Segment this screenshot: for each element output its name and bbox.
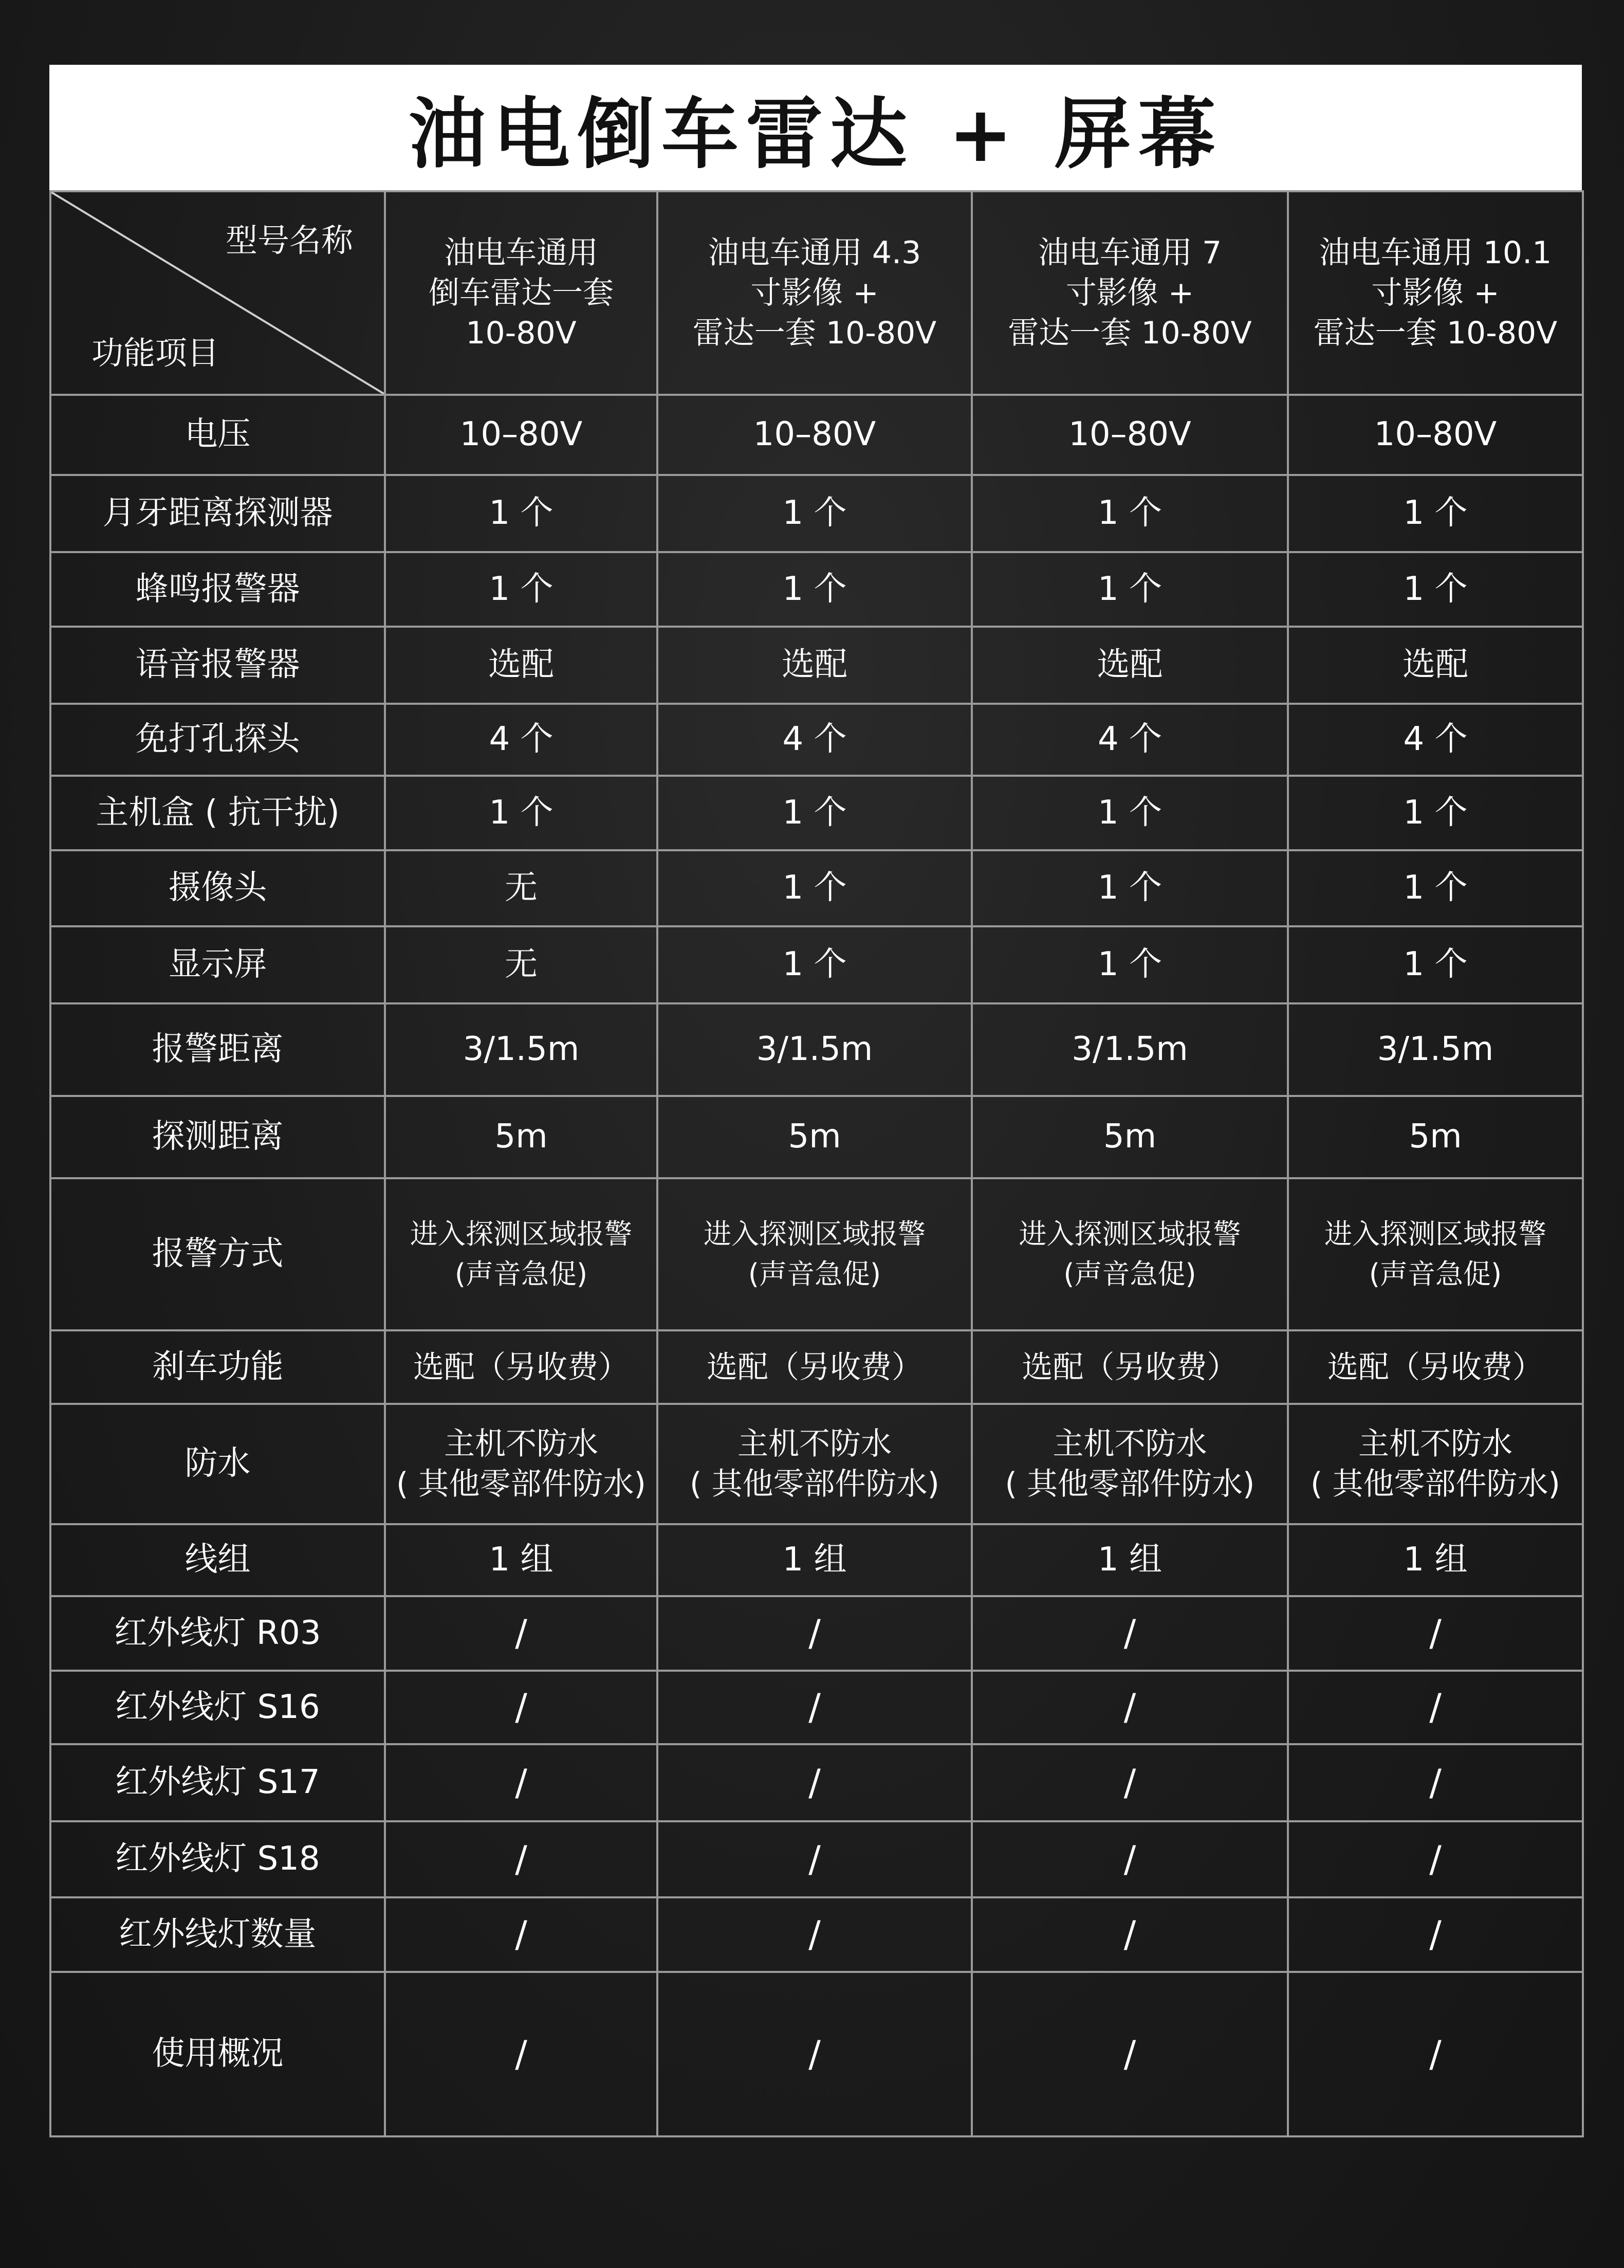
table-row-buzzer	[50, 552, 1583, 627]
table-cell: /	[385, 1671, 657, 1744]
row-label: 蜂鸣报警器	[50, 552, 385, 627]
table-cell: 3/1.5m	[1288, 1003, 1583, 1096]
table-cell: 1 个	[657, 926, 972, 1003]
table-row-crescent-detector	[50, 475, 1583, 552]
table-cell: 1 个	[972, 552, 1288, 627]
table-cell: /	[385, 1897, 657, 1972]
table-cell: 3/1.5m	[385, 1003, 657, 1096]
table-cell: 1 组	[1288, 1524, 1583, 1596]
table-cell: 1 个	[657, 475, 972, 552]
table-cell: 1 个	[972, 475, 1288, 552]
table-cell: /	[657, 1897, 972, 1972]
table-cell: 选配（另收费）	[1288, 1330, 1583, 1404]
table-cell: /	[1288, 1897, 1583, 1972]
table-cell: 1 组	[657, 1524, 972, 1596]
table-cell: 1 组	[385, 1524, 657, 1596]
table-cell: 4 个	[657, 704, 972, 776]
table-row-wire-set	[50, 1524, 1583, 1596]
table-cell: 1 个	[972, 926, 1288, 1003]
model-header-3: 油电车通用 7 寸影像 + 雷达一套 10-80V	[972, 191, 1288, 395]
table-cell: 1 个	[1288, 850, 1583, 926]
table-cell: 4 个	[385, 704, 657, 776]
table-cell: 1 个	[972, 776, 1288, 850]
table-cell: /	[1288, 1972, 1583, 2136]
table-cell: 1 个	[972, 850, 1288, 926]
table-row-brake	[50, 1330, 1583, 1404]
table-cell: 主机不防水 ( 其他零部件防水)	[385, 1404, 657, 1524]
row-label: 报警方式	[50, 1178, 385, 1330]
page-title	[49, 65, 1582, 190]
header-model-name-label: 型号名称	[225, 222, 353, 259]
header-row	[50, 191, 1583, 395]
table-row-detect-distance	[50, 1096, 1583, 1178]
table-cell: 选配	[1288, 627, 1583, 704]
table-cell: /	[1288, 1671, 1583, 1744]
row-label: 主机盒 ( 抗干扰)	[50, 776, 385, 850]
table-cell: 5m	[385, 1096, 657, 1178]
table-cell: 1 个	[1288, 926, 1583, 1003]
table-cell: 进入探测区域报警 (声音急促)	[1288, 1178, 1583, 1330]
model-header-2: 油电车通用 4.3 寸影像 + 雷达一套 10-80V	[657, 191, 972, 395]
table-cell: /	[385, 1972, 657, 2136]
table-row-probes	[50, 704, 1583, 776]
table-cell: /	[657, 1671, 972, 1744]
table-cell: 1 个	[1288, 475, 1583, 552]
table-row-alarm-mode	[50, 1178, 1583, 1330]
table-cell: 10–80V	[1288, 395, 1583, 475]
table-cell: /	[972, 1671, 1288, 1744]
table-row-waterproof	[50, 1404, 1583, 1524]
table-cell: 无	[385, 926, 657, 1003]
row-label: 电压	[50, 395, 385, 475]
row-label: 显示屏	[50, 926, 385, 1003]
table-cell: 5m	[1288, 1096, 1583, 1178]
row-label: 免打孔探头	[50, 704, 385, 776]
table-cell: 主机不防水 ( 其他零部件防水)	[1288, 1404, 1583, 1524]
table-cell: /	[1288, 1821, 1583, 1897]
table-row-ir-r03	[50, 1596, 1583, 1671]
table-cell: /	[657, 1821, 972, 1897]
table-cell: 10–80V	[385, 395, 657, 475]
table-cell: /	[972, 1821, 1288, 1897]
table-cell: 3/1.5m	[657, 1003, 972, 1096]
table-cell: 选配（另收费）	[385, 1330, 657, 1404]
row-label: 语音报警器	[50, 627, 385, 704]
model-header-4: 油电车通用 10.1 寸影像 + 雷达一套 10-80V	[1288, 191, 1583, 395]
row-label: 红外线灯 R03	[50, 1596, 385, 1671]
row-label: 线组	[50, 1524, 385, 1596]
row-label: 红外线灯 S18	[50, 1821, 385, 1897]
table-cell: 选配	[972, 627, 1288, 704]
table-row-host-box	[50, 776, 1583, 850]
table-cell: 选配（另收费）	[972, 1330, 1288, 1404]
table-cell: /	[657, 1972, 972, 2136]
table-cell: 选配（另收费）	[657, 1330, 972, 1404]
table-row-display	[50, 926, 1583, 1003]
table-cell: /	[385, 1821, 657, 1897]
table-cell: 1 个	[657, 552, 972, 627]
table-cell: 5m	[972, 1096, 1288, 1178]
table-cell: 进入探测区域报警 (声音急促)	[385, 1178, 657, 1330]
table-cell: 主机不防水 ( 其他零部件防水)	[657, 1404, 972, 1524]
table-row-camera	[50, 850, 1583, 926]
table-row-voice-alarm	[50, 627, 1583, 704]
table-row-alarm-distance	[50, 1003, 1583, 1096]
header-feature-label: 功能项目	[91, 334, 219, 372]
table-cell: /	[1288, 1744, 1583, 1821]
row-label: 防水	[50, 1404, 385, 1524]
table-cell: 3/1.5m	[972, 1003, 1288, 1096]
table-cell: /	[657, 1596, 972, 1671]
table-cell: 进入探测区域报警 (声音急促)	[657, 1178, 972, 1330]
row-label: 红外线灯 S17	[50, 1744, 385, 1821]
table-cell: 1 个	[657, 850, 972, 926]
table-cell: 5m	[657, 1096, 972, 1178]
table-cell: 选配	[657, 627, 972, 704]
table-row-ir-s17	[50, 1744, 1583, 1821]
table-cell: 1 个	[1288, 552, 1583, 627]
table-cell: 1 组	[972, 1524, 1288, 1596]
table-cell: /	[385, 1744, 657, 1821]
table-cell: 4 个	[972, 704, 1288, 776]
row-label: 月牙距离探测器	[50, 475, 385, 552]
row-label: 红外线灯 S16	[50, 1671, 385, 1744]
table-cell: 4 个	[1288, 704, 1583, 776]
header-corner-cell	[50, 191, 385, 395]
table-cell: /	[972, 1972, 1288, 2136]
table-cell: 1 个	[657, 776, 972, 850]
table-cell: /	[385, 1596, 657, 1671]
row-label: 探测距离	[50, 1096, 385, 1178]
table-row-ir-s18	[50, 1821, 1583, 1897]
table-row-usage	[50, 1972, 1583, 2136]
model-header-1: 油电车通用 倒车雷达一套 10-80V	[385, 191, 657, 395]
table-row-voltage	[50, 395, 1583, 475]
table-cell: 进入探测区域报警 (声音急促)	[972, 1178, 1288, 1330]
table-cell: 1 个	[385, 552, 657, 627]
table-cell: 10–80V	[972, 395, 1288, 475]
page-title-text: 油电倒车雷达 + 屏幕	[408, 90, 1223, 179]
row-label: 刹车功能	[50, 1330, 385, 1404]
table-cell: 选配	[385, 627, 657, 704]
table-cell: 主机不防水 ( 其他零部件防水)	[972, 1404, 1288, 1524]
row-label: 红外线灯数量	[50, 1897, 385, 1972]
table-cell: /	[972, 1744, 1288, 1821]
row-label: 报警距离	[50, 1003, 385, 1096]
table-cell: 10–80V	[657, 395, 972, 475]
row-label: 使用概况	[50, 1972, 385, 2136]
table-cell: /	[972, 1897, 1288, 1972]
table-cell: /	[657, 1744, 972, 1821]
table-row-ir-s16	[50, 1671, 1583, 1744]
table-cell: 1 个	[385, 776, 657, 850]
spec-table	[49, 190, 1584, 2137]
row-label: 摄像头	[50, 850, 385, 926]
table-cell: /	[1288, 1596, 1583, 1671]
spec-sheet	[49, 65, 1582, 2137]
table-cell: 1 个	[385, 475, 657, 552]
table-cell: /	[972, 1596, 1288, 1671]
table-cell: 无	[385, 850, 657, 926]
table-row-ir-count	[50, 1897, 1583, 1972]
table-cell: 1 个	[1288, 776, 1583, 850]
